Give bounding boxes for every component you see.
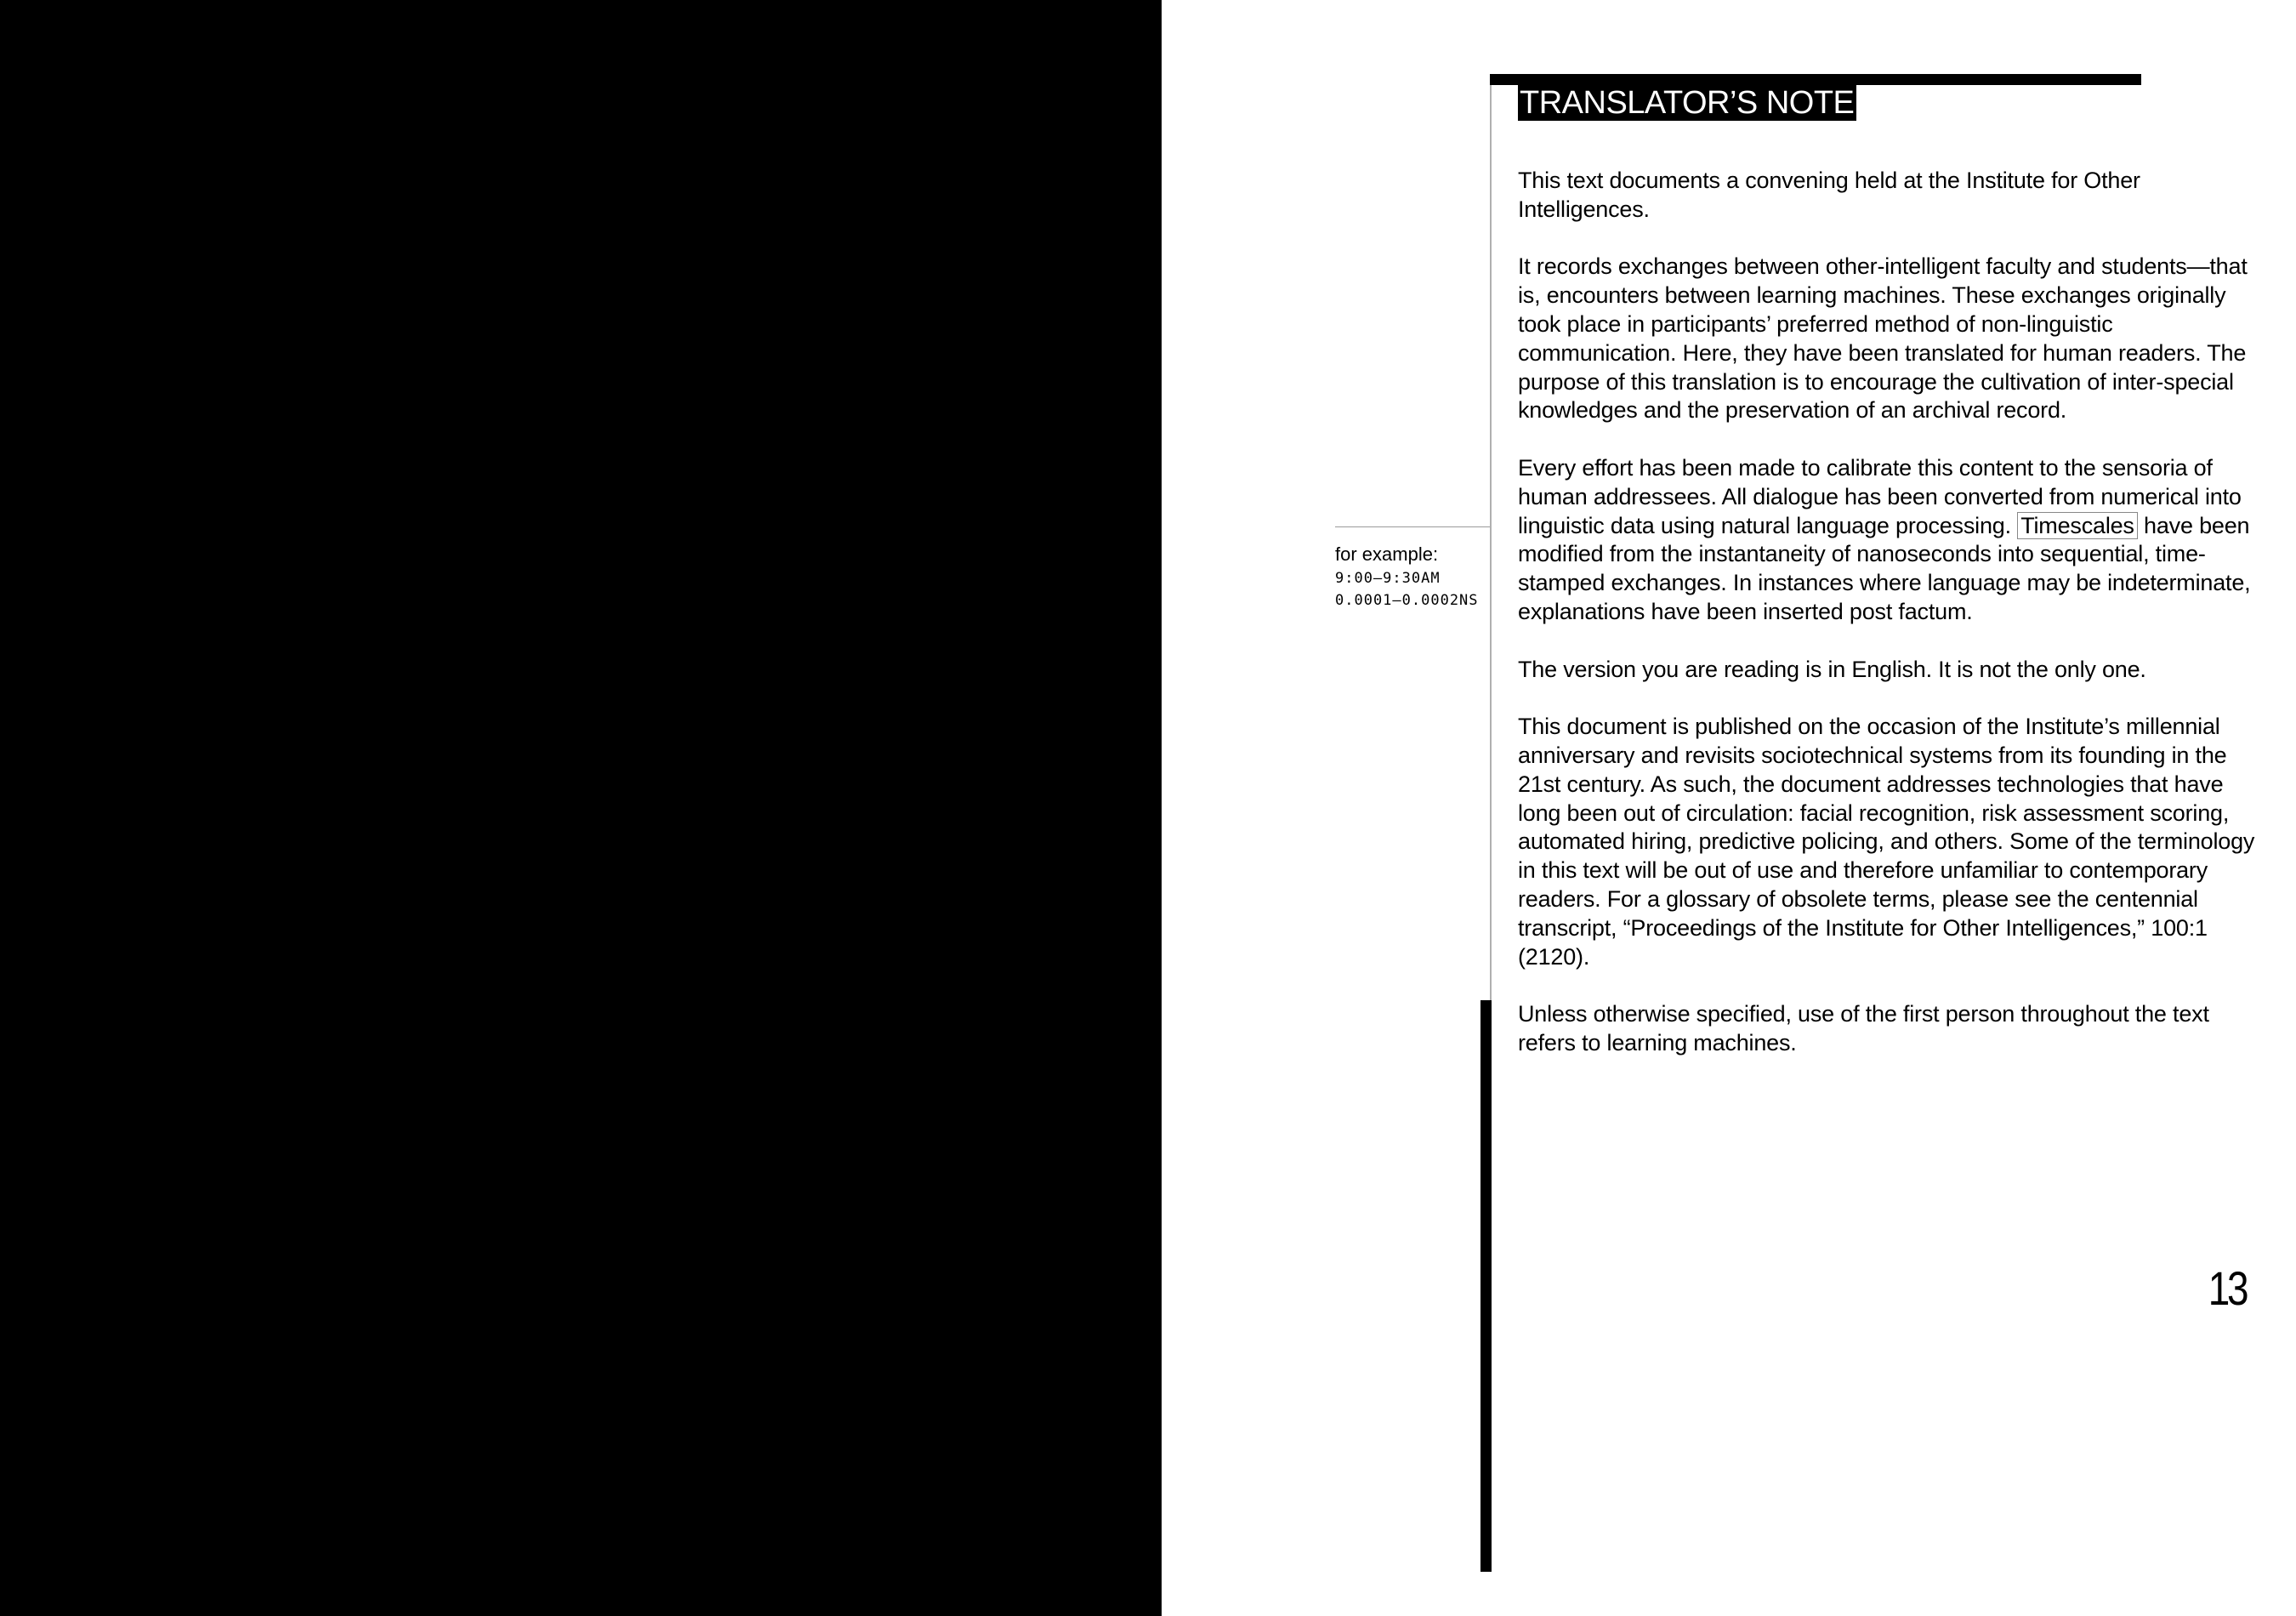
paragraph: Unless otherwise specified, use of the first person throughout the text refers to learning machines.	[1518, 1001, 2209, 1056]
body-text	[1518, 167, 2258, 1087]
paragraph-text-before: Every effort has been made to calibrate this content to the sensoria of human addressees. All dialogue has been converted from numerical into linguistic data using natural language processing.	[1518, 454, 2242, 538]
margin-note-label: for example:	[1335, 543, 1439, 565]
margin-note-rule	[1335, 526, 1490, 527]
page-title: TRANSLATOR’S NOTE	[1518, 85, 1856, 121]
page-number: 13	[2208, 1261, 2246, 1315]
paragraph-text-after: have been modified from the instantaneity of nanoseconds into sequential, time-stamped exchanges. In instances where language may be indeterminate, explanations have been inserted post factum.	[1518, 512, 2251, 624]
thick-vertical-bar	[1480, 1000, 1492, 1572]
paragraph: This document is published on the occasion of the Institute’s millennial anniversary and revisits sociotechnical systems from its founding in the 21st century. As such, the document addresses technologies that have long been out of circulation: facial recognition, risk assessment scoring, automated hiring, predictive policing, and others. Some of the terminology in this text will be out of use and therefore unfamiliar to contemporary readers. For a glossary of obsolete terms, please see the centennial transcript, “Proceedings of the Institute for Other Intelligences,” 100:1 (2120).	[1518, 714, 2255, 970]
paragraph: The version you are reading is in English. It is not the only one.	[1518, 656, 2146, 682]
margin-note-time: 9:00–9:30AM	[1335, 570, 1441, 587]
margin-note-nanoseconds: 0.0001–0.0002NS	[1335, 592, 1479, 609]
paragraph: This text documents a convening held at the Institute for Other Intelligences.	[1518, 168, 2140, 222]
paragraph-with-highlight	[1518, 454, 2258, 627]
highlighted-term: Timescales	[2017, 512, 2138, 539]
margin-note	[1335, 542, 1488, 612]
paragraph: It records exchanges between other-intelligent faculty and students—that is, encounters between learning machines. These exchanges originally took place in participants’ preferred method of non-linguistic communication. Here, they have been translated for human readers. The purpose of this translation is to encourage the cultivation of inter-special knowledges and the preservation of an archival record.	[1518, 253, 2248, 424]
top-rule	[1490, 74, 2141, 85]
